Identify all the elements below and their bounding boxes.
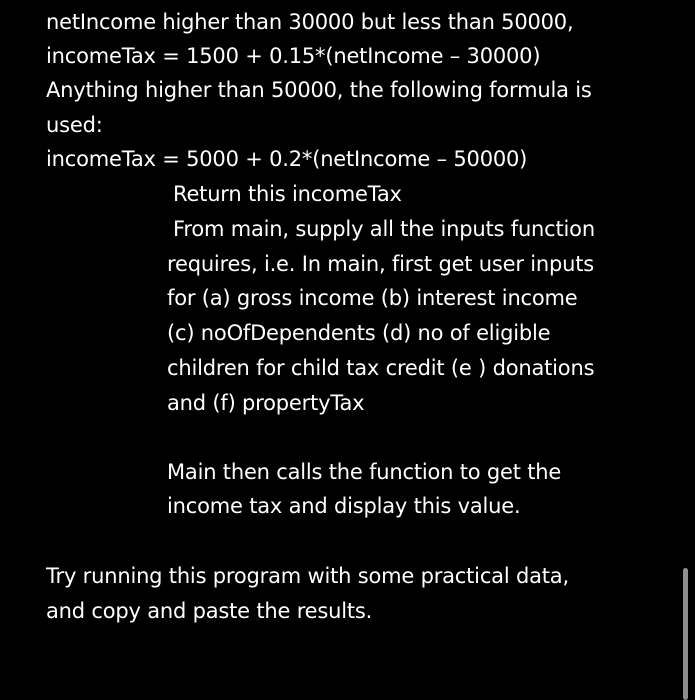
text-line: requires, i.e. In main, first get user inputs [167, 252, 595, 276]
vertical-scrollbar[interactable] [683, 568, 688, 700]
text-line: income tax and display this value. [167, 494, 521, 518]
text-line: and (f) propertyTax [167, 391, 365, 415]
text-line: incomeTax = 1500 + 0.15*(netIncome – 30000) [46, 44, 541, 68]
text-line: children for child tax credit (e ) donations [167, 356, 595, 380]
text-line: From main, supply all the inputs function [173, 217, 595, 241]
text-line: and copy and paste the results. [46, 599, 373, 623]
text-line: Main then calls the function to get the [167, 460, 562, 484]
text-line: incomeTax = 5000 + 0.2*(netIncome – 50000) [46, 147, 528, 171]
text-line: netIncome higher than 30000 but less than 50000, [46, 10, 574, 34]
text-line: Return this incomeTax [173, 182, 402, 206]
text-line: for (a) gross income (b) interest income [167, 286, 578, 310]
text-line: Try running this program with some practical data, [46, 564, 569, 588]
text-line: (c) noOfDependents (d) no of eligible [167, 321, 551, 345]
text-line: Anything higher than 50000, the following formula is [46, 78, 592, 102]
text-line: used: [46, 113, 103, 137]
